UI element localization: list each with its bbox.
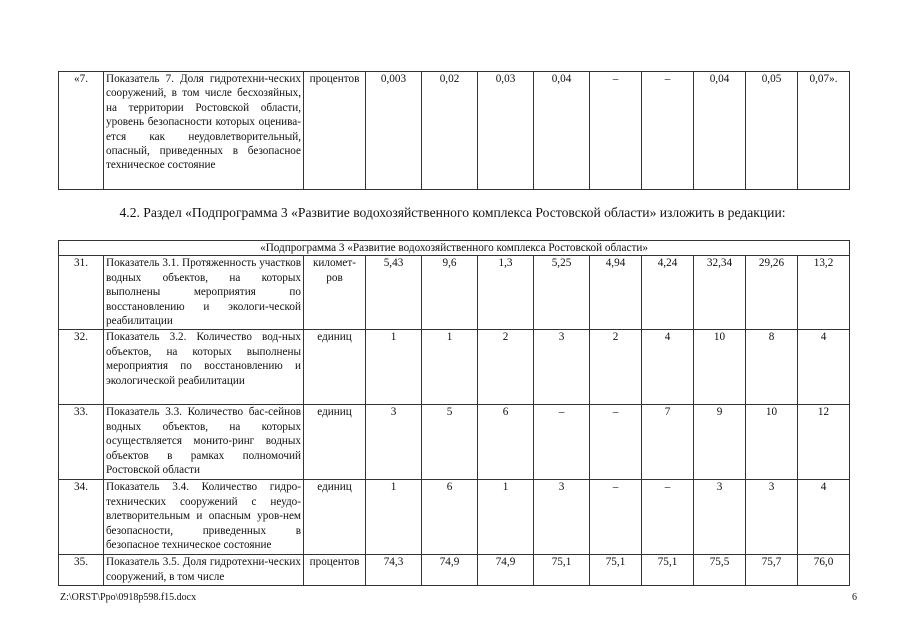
value-cell: 4,24	[642, 256, 694, 330]
value-cell: –	[642, 480, 694, 555]
value-cell: 9	[694, 405, 746, 480]
value-cell: 9,6	[422, 256, 478, 330]
value-cell: 0,05	[746, 72, 798, 190]
top-table	[58, 71, 850, 190]
unit-cell: процентов	[304, 555, 366, 586]
value-cell: 3	[534, 330, 590, 405]
indicator-description: Показатель 7. Доля гидротехни-ческих сооружений, в том числе бесхозяйных, на территории Ростовской области, уровень безопасности которых оценива-ется как неудовлетворительный, опасный, приведенных в безопасное техническое состояние	[104, 72, 304, 190]
table-row	[59, 480, 850, 555]
table-row	[59, 555, 850, 586]
row-number: 32.	[59, 330, 104, 405]
bottom-table	[58, 240, 850, 586]
value-cell: 1	[366, 480, 422, 555]
bottom-table-body	[59, 241, 850, 586]
unit-cell: километ-ров	[304, 256, 366, 330]
value-cell: 0,02	[422, 72, 478, 190]
table-row	[59, 330, 850, 405]
indicator-description: Показатель 3.2. Количество вод-ных объектов, на которых выполнены мероприятия по восстановлению и экологической реабилитации	[104, 330, 304, 405]
value-cell: 75,1	[534, 555, 590, 586]
value-cell: 76,0	[798, 555, 850, 586]
value-cell: 0,003	[366, 72, 422, 190]
row-number: 31.	[59, 256, 104, 330]
value-cell: 4,94	[590, 256, 642, 330]
value-cell: 74,3	[366, 555, 422, 586]
value-cell: 3	[534, 480, 590, 555]
value-cell: 74,9	[422, 555, 478, 586]
value-cell: 4	[798, 480, 850, 555]
value-cell: 13,2	[798, 256, 850, 330]
value-cell: –	[590, 480, 642, 555]
value-cell: 2	[478, 330, 534, 405]
table-row	[59, 72, 850, 190]
value-cell: 1	[422, 330, 478, 405]
value-cell: 0,07».	[798, 72, 850, 190]
row-number: 35.	[59, 555, 104, 586]
value-cell: 10	[746, 405, 798, 480]
value-cell: 6	[478, 405, 534, 480]
value-cell: 75,5	[694, 555, 746, 586]
footer-page-number: 6	[852, 592, 857, 603]
value-cell: 5,25	[534, 256, 590, 330]
value-cell: 12	[798, 405, 850, 480]
section-heading: 4.2. Раздел «Подпрограмма 3 «Развитие водохозяйственного комплекса Ростовской области» изложить в редакции:	[119, 205, 786, 220]
unit-cell: единиц	[304, 480, 366, 555]
value-cell: 74,9	[478, 555, 534, 586]
value-cell: 4	[642, 330, 694, 405]
value-cell: 5,43	[366, 256, 422, 330]
value-cell: 3	[746, 480, 798, 555]
value-cell: 32,34	[694, 256, 746, 330]
table-row	[59, 405, 850, 480]
row-number: 33.	[59, 405, 104, 480]
unit-cell: единиц	[304, 405, 366, 480]
value-cell: 1,3	[478, 256, 534, 330]
value-cell: 7	[642, 405, 694, 480]
section-title-row	[59, 241, 850, 256]
value-cell: 3	[694, 480, 746, 555]
value-cell: –	[642, 72, 694, 190]
value-cell: 0,03	[478, 72, 534, 190]
value-cell: 5	[422, 405, 478, 480]
section-title: «Подпрограмма 3 «Развитие водохозяйственного комплекса Ростовской области»	[59, 241, 850, 256]
table-row	[59, 256, 850, 330]
row-number: «7.	[59, 72, 104, 190]
value-cell: 29,26	[746, 256, 798, 330]
value-cell: –	[590, 72, 642, 190]
value-cell: 0,04	[534, 72, 590, 190]
indicator-description: Показатель 3.1. Протяженность участков водных объектов, на которых выполнены мероприятия по восстановлению и экологи-ческой реабилитации	[104, 256, 304, 330]
unit-cell: процентов	[304, 72, 366, 190]
value-cell: 0,04	[694, 72, 746, 190]
unit-cell: единиц	[304, 330, 366, 405]
value-cell: 4	[798, 330, 850, 405]
value-cell: 10	[694, 330, 746, 405]
value-cell: –	[534, 405, 590, 480]
value-cell: 75,1	[590, 555, 642, 586]
value-cell: 8	[746, 330, 798, 405]
value-cell: 6	[422, 480, 478, 555]
indicator-description: Показатель 3.5. Доля гидротехни-ческих сооружений, в том числе	[104, 555, 304, 586]
value-cell: 1	[366, 330, 422, 405]
value-cell: 2	[590, 330, 642, 405]
value-cell: 1	[478, 480, 534, 555]
top-table-body	[59, 72, 850, 190]
indicator-description: Показатель 3.3. Количество бас-сейнов водных объектов, на которых осуществляется монито-ринг водных объектов в рамках полномочий Ростовской области	[104, 405, 304, 480]
row-number: 34.	[59, 480, 104, 555]
value-cell: 75,7	[746, 555, 798, 586]
value-cell: 3	[366, 405, 422, 480]
value-cell: 75,1	[642, 555, 694, 586]
footer-file-path: Z:\ORST\Ppo\0918p598.f15.docx	[60, 592, 197, 603]
indicator-description: Показатель 3.4. Количество гидро-технических сооружений с неудо-влетворительным и опасным уров-нем безопасности, приведенных в безопасное техническое состояние	[104, 480, 304, 555]
value-cell: –	[590, 405, 642, 480]
